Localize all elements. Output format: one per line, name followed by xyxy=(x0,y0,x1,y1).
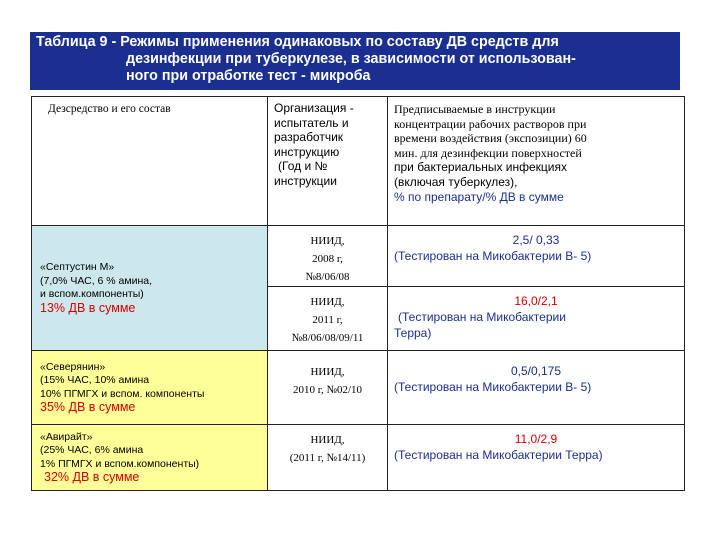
org-line: НИИД, xyxy=(310,366,345,378)
product-composition: 10% ПГМГХ и вспом. компоненты xyxy=(40,387,205,400)
product-composition: (15% ЧАС, 10% амина xyxy=(40,374,150,386)
org-cell xyxy=(268,351,388,425)
org-line: НИИД, xyxy=(310,296,345,308)
concentration-cell xyxy=(388,287,685,351)
title-line-3: ного при отработке тест - микроба xyxy=(126,68,371,84)
concentration-cell xyxy=(388,351,685,425)
concentration-cell xyxy=(388,425,685,491)
product-composition: и вспом.компоненты) xyxy=(40,288,144,300)
test-note: (Тестирован на Микобактерии xyxy=(398,310,566,324)
product-name: «Септустин М» xyxy=(40,261,115,273)
header-organization xyxy=(268,97,388,226)
org-line: №8/06/08 xyxy=(305,271,350,283)
table-row xyxy=(32,351,685,425)
product-total: 13% ДВ в сумме xyxy=(40,300,136,315)
org-line: НИИД, xyxy=(310,434,345,446)
header-units: % по препарату/% ДВ в сумме xyxy=(394,189,564,204)
org-cell xyxy=(268,226,388,287)
header-org-line: инструкции xyxy=(274,173,337,188)
header-product: Дезсредство и его состав xyxy=(32,97,268,226)
header-org-line: испытатель и xyxy=(274,115,349,130)
disinfectant-table xyxy=(31,96,685,491)
product-septustin xyxy=(32,226,268,351)
header-org-line: инструкцию xyxy=(274,144,340,159)
table-row xyxy=(32,226,685,287)
product-composition: 1% ПГМГХ и вспом.компоненты) xyxy=(40,457,200,470)
header-conc-line: времени воздействия (экспозиции) 60 xyxy=(394,131,587,146)
test-note: (Тестирован на Микобактерии В- 5) xyxy=(394,249,592,263)
table-title xyxy=(30,32,680,90)
concentration-value: 11,0/2,9 xyxy=(514,432,558,446)
header-conc-line: при бактериальных инфекциях xyxy=(394,160,567,175)
header-conc-line: мин. для дезинфекции поверхностей xyxy=(394,145,582,160)
product-severyanin xyxy=(32,351,268,425)
header-org-line: (Год и № xyxy=(278,159,328,174)
product-total: 35% ДВ в сумме xyxy=(40,400,136,414)
org-line: НИИД, xyxy=(310,235,345,247)
title-line-1: Таблица 9 - Режимы применения одинаковых по составу ДВ средств для xyxy=(36,34,559,50)
header-org-line: Организация - xyxy=(274,101,354,115)
header-conc-line: (включая туберкулез), xyxy=(394,174,518,189)
table-row xyxy=(32,425,685,491)
org-cell xyxy=(268,425,388,491)
table-header-row xyxy=(32,97,685,226)
org-line: (2011 г, №14/11) xyxy=(289,452,366,464)
org-line: №8/06/08/09/11 xyxy=(291,332,364,344)
concentration-value: 16,0/2,1 xyxy=(514,294,558,308)
org-cell xyxy=(268,287,388,351)
header-conc-line: концентрации рабочих растворов при xyxy=(394,116,587,131)
test-note: (Тестирован на Микобактерии Терра) xyxy=(394,448,603,462)
org-line: 2011 г, xyxy=(312,314,343,326)
product-name: «Северянин» xyxy=(40,360,106,373)
title-line-2: дезинфекции при туберкулезе, в зависимости от использован- xyxy=(126,51,576,67)
org-line: 2010 г, №02/10 xyxy=(292,384,363,396)
header-conc-line: Предписываемые в инструкции xyxy=(394,102,556,116)
product-total: 32% ДВ в сумме xyxy=(44,470,140,484)
concentration-value: 0,5/0,175 xyxy=(510,364,562,378)
product-avirait xyxy=(32,425,268,491)
concentration-cell xyxy=(388,226,685,287)
test-note: (Тестирован на Микобактерии В- 5) xyxy=(394,380,592,394)
header-concentration xyxy=(388,97,685,226)
product-name: «Авирайт» xyxy=(40,430,93,443)
test-note: Терра) xyxy=(394,326,432,340)
product-composition: (25% ЧАС, 6% амина xyxy=(40,444,144,456)
org-line: 2008 г, xyxy=(312,253,343,265)
concentration-value: 2,5/ 0,33 xyxy=(512,233,560,247)
product-composition: (7,0% ЧАС, 6 % амина, xyxy=(40,274,153,287)
header-org-line: разработчик xyxy=(274,130,344,145)
